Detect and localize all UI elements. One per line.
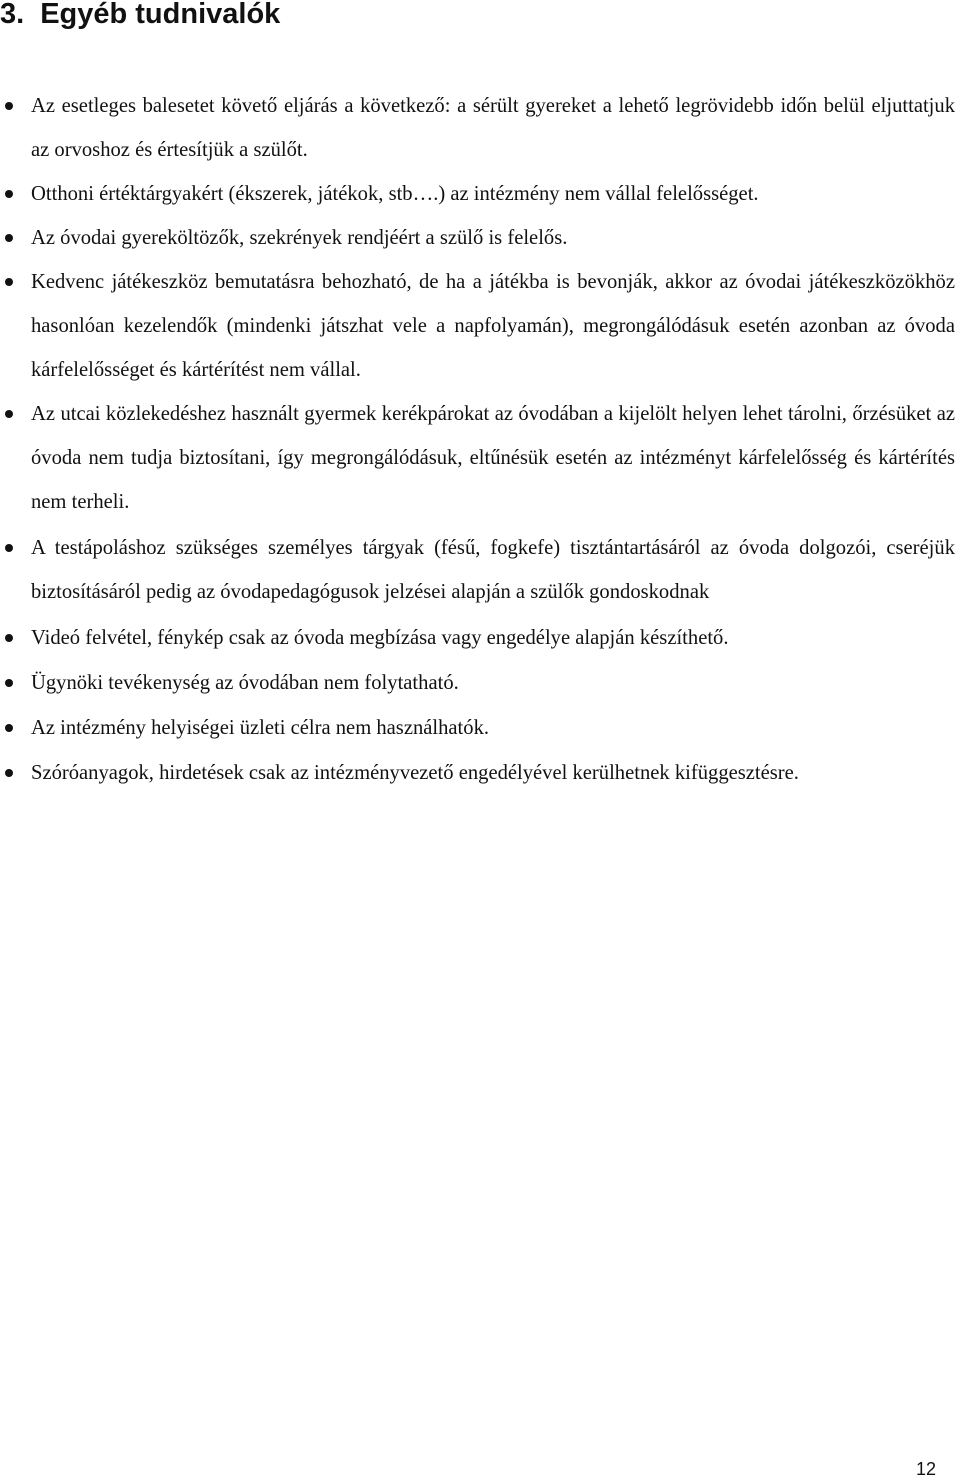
- section-heading: [0, 0, 280, 34]
- rules-list: [31, 84, 955, 795]
- list-item: Kedvenc játékeszköz bemutatásra behozható, de ha a játékba is bevonják, akkor az óvodai játékeszközökhöz hasonlóan kezelendők (mindenki játszhat vele a napfolyamán), megrongálódásuk esetén azonban az óvoda kárfelelősséget és kártérítést nem vállal.: [31, 260, 955, 392]
- list-item: Otthoni értéktárgyakért (ékszerek, játékok, stb….) az intézmény nem vállal felelősséget.: [31, 172, 955, 216]
- list-item: Ügynöki tevékenység az óvodában nem folytatható.: [31, 661, 955, 705]
- list-item: Az óvodai gyereköltözők, szekrények rendjéért a szülő is felelős.: [31, 216, 955, 260]
- list-item: A testápoláshoz szükséges személyes tárgyak (fésű, fogkefe) tisztántartásáról az óvoda dolgozói, cseréjük biztosításáról pedig az óvodapedagógusok jelzései alapján a szülők gondoskodnak: [31, 526, 955, 614]
- section-number: 3.: [0, 0, 25, 30]
- list-item: Videó felvétel, fénykép csak az óvoda megbízása vagy engedélye alapján készíthető.: [31, 616, 955, 660]
- list-item: Az intézmény helyiségei üzleti célra nem használhatók.: [31, 706, 955, 750]
- list-item: Az esetleges balesetet követő eljárás a következő: a sérült gyereket a lehető legrövidebb időn belül eljuttatjuk az orvoshoz és értesítjük a szülőt.: [31, 84, 955, 172]
- page-number: 12: [915, 1459, 936, 1479]
- list-item: Az utcai közlekedéshez használt gyermek kerékpárokat az óvodában a kijelölt helyen lehet tárolni, őrzésüket az óvoda nem tudja biztosítani, így megrongálódásuk, eltűnésük esetén az intézményt kárfelelősség és kártérítés nem terheli.: [31, 392, 955, 524]
- section-title-text: Egyéb tudnivalók: [40, 0, 281, 30]
- list-item: Szóróanyagok, hirdetések csak az intézményvezető engedélyével kerülhetnek kifüggesztésre.: [31, 751, 955, 795]
